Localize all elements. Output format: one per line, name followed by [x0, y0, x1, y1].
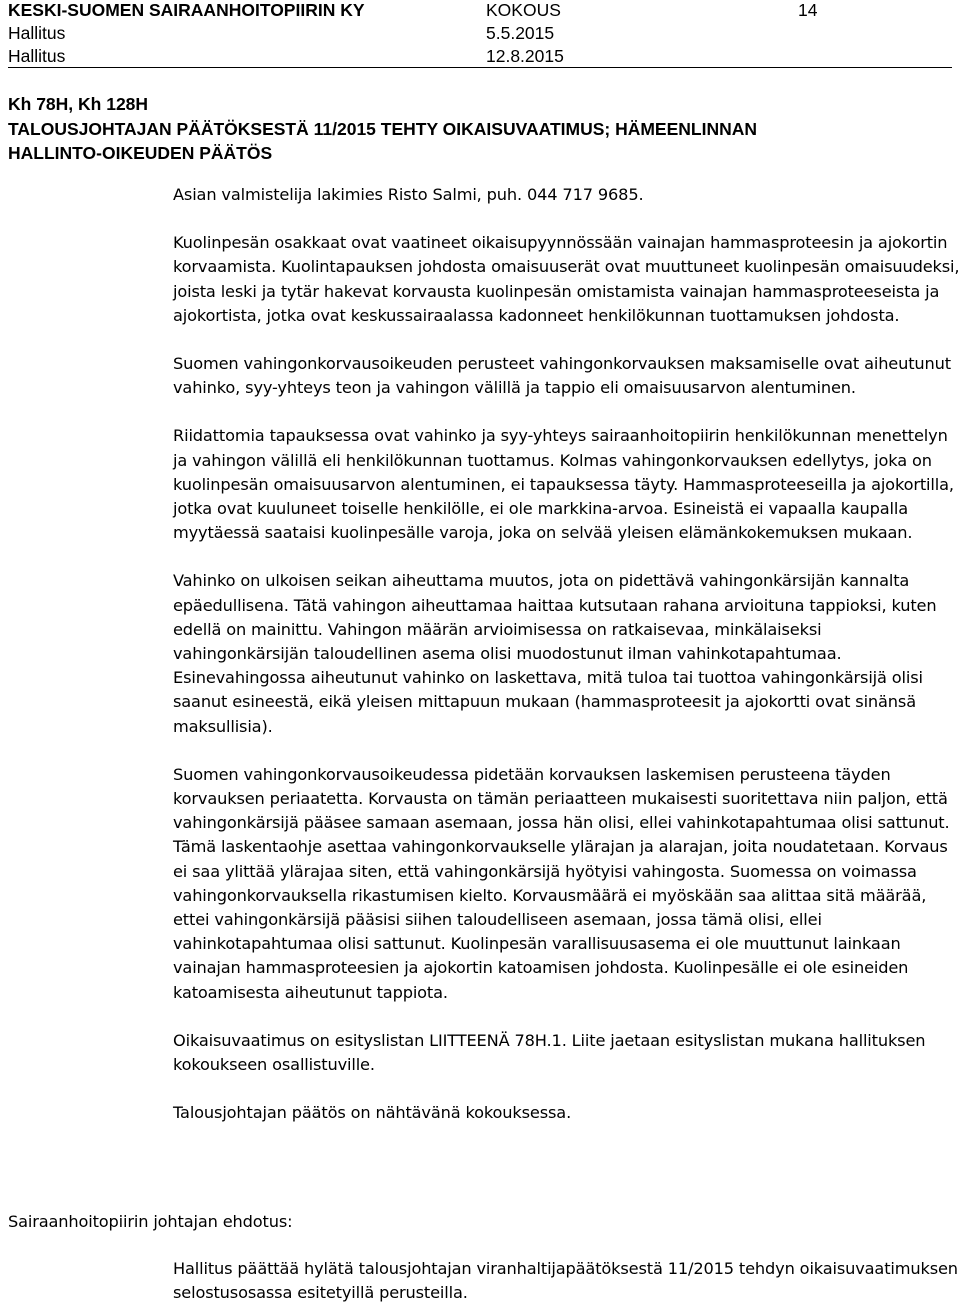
- document-body: [173, 183, 960, 1150]
- preparer-line: Asian valmistelija lakimies Risto Salmi, puh. 044 717 9685.: [173, 185, 644, 204]
- meeting-body: Hallitus: [8, 46, 66, 66]
- case-title-line-2: HALLINTO-OIKEUDEN PÄÄTÖS: [8, 143, 273, 163]
- proposal-label: Sairaanhoitopiirin johtajan ehdotus:: [8, 1212, 293, 1231]
- body-paragraph: Suomen vahingonkorvausoikeuden perusteet vahingonkorvauksen maksamiselle ovat aiheutunut vahinko, syy-yhteys teon ja vahingon välillä ja tappio eli omaisuusarvon alentuminen.: [173, 354, 951, 398]
- header-row-organization: [8, 0, 818, 20]
- body-paragraph: Riidattomia tapauksessa ovat vahinko ja syy-yhteys sairaanhoitopiirin henkilökunnan menettelyn ja vahingon välillä eli henkilökunnan tuottamus. Kolmas vahingonkorvauksen edellytys, joka on kuolinpesän omaisuusarvon alentuminen, ei tapauksessa täyty. Hammasproteeseilla ja ajokortilla, jotka ovat kuuluneet toiselle henkilölle, ei ole markkina-arvoa. Esineistä ei vapaalla kaupalla myytäessä saataisi kuolinpesälle varoja, joka on selvää yleisen elämänkokemuksen mukaan.: [173, 426, 954, 543]
- header-row-meeting-1: [8, 23, 555, 43]
- body-paragraph: Kuolinpesän osakkaat ovat vaatineet oikaisupyynnössään vainajan hammasproteesin ja ajokortin korvaamista. Kuolintapauksen johdosta omaisuuserät ovat muuttuneet kuolinpesän omaisuudeksi, joista leski ja tytär hakevat korvausta kuolinpesän omistamista vainajan hammasproteeseista ja ajokortista, jotka ovat keskussairaalassa kadonneet henkilökunnan tuottamuksen johdosta.: [173, 233, 960, 325]
- header-divider: [8, 67, 952, 68]
- body-paragraph: Oikaisuvaatimus on esityslistan LIITTEENÄ 78H.1. Liite jaetaan esityslistan mukana hallituksen kokoukseen osallistuville.: [173, 1030, 926, 1075]
- proposal-text: Hallitus päättää hylätä talousjohtajan viranhaltijapäätöksestä 11/2015 tehdyn oikaisuvaatimuksen selostusosassa esitetyillä perusteilla.: [173, 1259, 958, 1303]
- meeting-date: 5.5.2015: [486, 23, 555, 43]
- case-reference: Kh 78H, Kh 128H: [8, 94, 149, 114]
- case-title-line-1: TALOUSJOHTAJAN PÄÄTÖKSESTÄ 11/2015 TEHTY OIKAISUVAATIMUS; HÄMEENLINNAN: [8, 119, 758, 139]
- meeting-body: Hallitus: [8, 23, 66, 43]
- meeting-label: KOKOUS: [486, 0, 561, 20]
- meeting-date: 12.8.2015: [486, 46, 564, 66]
- header-row-meeting-2: [8, 46, 564, 66]
- body-paragraph: Suomen vahingonkorvausoikeudessa pidetään korvauksen laskemisen perusteena täyden korvauksen periaatetta. Korvausta on tämän periaatteen mukaisesti suoritettava niin paljon, että vahingonkärsijä pääsee samaan asemaan, jossa hän olisi, ellei vahinkotapahtumaa olisi sattunut. Tämä laskentaohje asettaa vahingonkorvaukselle ylärajan ja alarajan, joita noudatetaan. Korvaus ei saa ylittää ylärajaa siten, että vahingonkärsijä hyötyisi vahingosta. Suomessa on voimassa vahingonkorvauksella rikastumisen kielto. Korvausmäärä ei myöskään saa alittaa sitä määrää, ettei vahingonkärsijä pääsisi siihen taloudelliseen asemaan, jossa tämä olisi, ellei vahinkotapahtumaa olisi sattunut. Kuolinpesän varallisuusasema ei ole muuttunut lainkaan vainajan hammasproteesien ja ajokortin katoamisen johdosta. Kuolinpesälle ei ole esineiden katoamisesta aiheutunut tappiota.: [173, 764, 950, 1002]
- page-number: 14: [798, 0, 818, 20]
- organization-name: KESKI-SUOMEN SAIRAANHOITOPIIRIN KY: [8, 0, 365, 20]
- body-paragraph: Vahinko on ulkoisen seikan aiheuttama muutos, jota on pidettävä vahingonkärsijän kannalta epäedullisena. Tätä vahingon aiheuttamaa haittaa kutsutaan rahana arvioituna tappioksi, kuten edellä on mainittu. Vahingon määrän arvioimisessa on ratkaisevaa, minkälaiseksi vahingonkärsijän taloudellinen asema olisi muodostunut ilman vahinkotapahtumaa. Esinevahingossa aiheutunut vahinko on laskettava, mitä tuloa tai tuottoa vahingonkärsijä olisi saanut esineestä, eikä yleisen mittapuun mukaan (hammasproteesit ja ajokortti ovat sinänsä maksullisia).: [173, 571, 937, 736]
- body-paragraph: Talousjohtajan päätös on nähtävänä kokouksessa.: [173, 1103, 572, 1123]
